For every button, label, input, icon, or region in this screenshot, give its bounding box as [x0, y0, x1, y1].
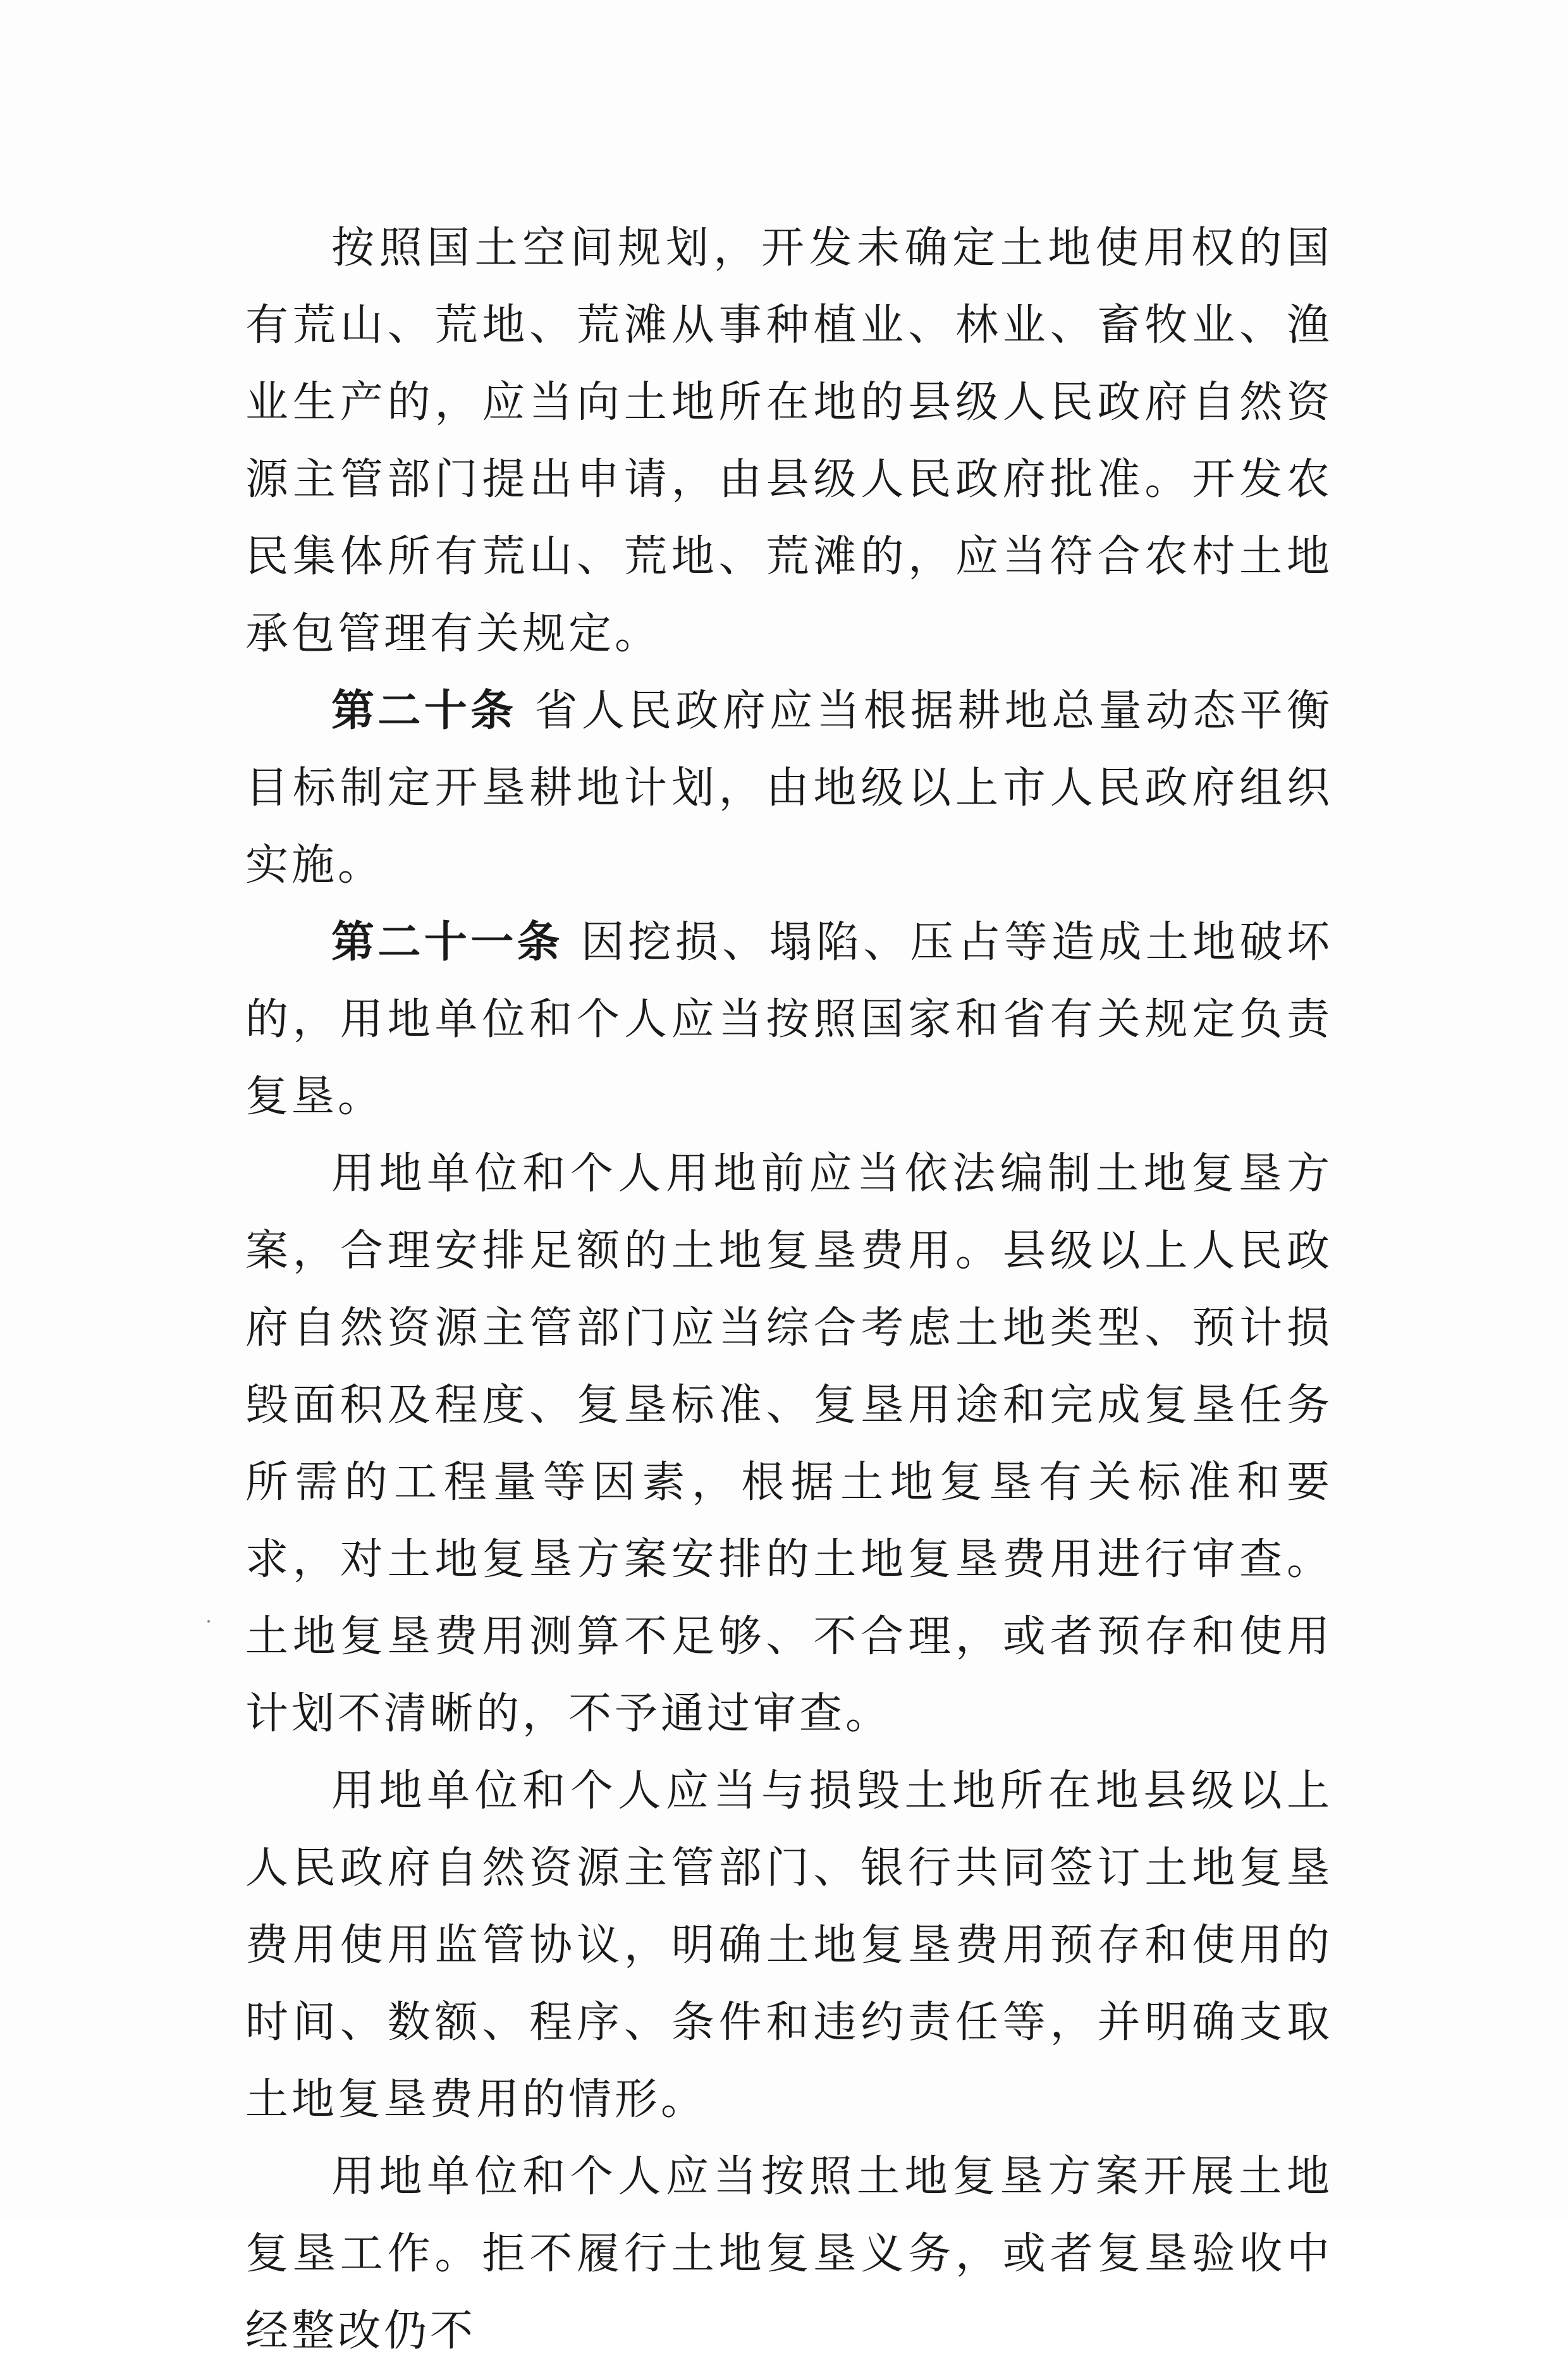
paragraph-1-text: 按照国土空间规划，开发未确定土地使用权的国有荒山、荒地、荒滩从事种植业、林业、畜牧业、渔业生产的，应当向土地所在地的县级人民政府自然资源主管部门提出申请，由县级人民政府批准。开发农民集体所有荒山、荒地、荒滩的，应当符合农村土地承包管理有关规定。 [245, 223, 1333, 659]
paragraph-4-text: 用地单位和个人用地前应当依法编制土地复垦方案，合理安排足额的土地复垦费用。县级以上人民政府自然资源主管部门应当综合考虑土地类型、预计损毁面积及程度、复垦标准、复垦用途和完成复垦任务所需的工程量等因素，根据土地复垦有关标准和要求，对土地复垦方案安排的土地复垦费用进行审查。土地复垦费用测算不足够、不合理，或者预存和使用计划不清晰的，不予通过审查。 [245, 1149, 1333, 1739]
article-21-number: 第二十一条 [331, 918, 563, 967]
article-21-text: 因挖损、塌陷、压占等造成土地破坏的，用地单位和个人应当按照国家和省有关规定负责复垦。 [245, 918, 1333, 1122]
document-body [245, 210, 1333, 2370]
paragraph-5 [245, 1753, 1333, 2139]
article-20-number: 第二十条 [331, 686, 517, 736]
paragraph-1 [245, 210, 1333, 673]
article-21 [245, 904, 1333, 1136]
article-20-text: 省人民政府应当根据耕地总量动态平衡目标制定开垦耕地计划，由地级以上市人民政府组织实施。 [245, 686, 1333, 890]
paragraph-6 [245, 2139, 1333, 2370]
paragraph-5-text: 用地单位和个人应当与损毁土地所在地县级以上人民政府自然资源主管部门、银行共同签订土地复垦费用使用监管协议，明确土地复垦费用预存和使用的时间、数额、程序、条件和违约责任等，并明确支取土地复垦费用的情形。 [245, 1766, 1333, 2125]
paragraph-4 [245, 1136, 1333, 1753]
paragraph-6-text: 用地单位和个人应当按照土地复垦方案开展土地复垦工作。拒不履行土地复垦义务，或者复垦验收中经整改仍不 [245, 2152, 1333, 2356]
scan-speck [207, 1620, 210, 1623]
article-20 [245, 673, 1333, 904]
